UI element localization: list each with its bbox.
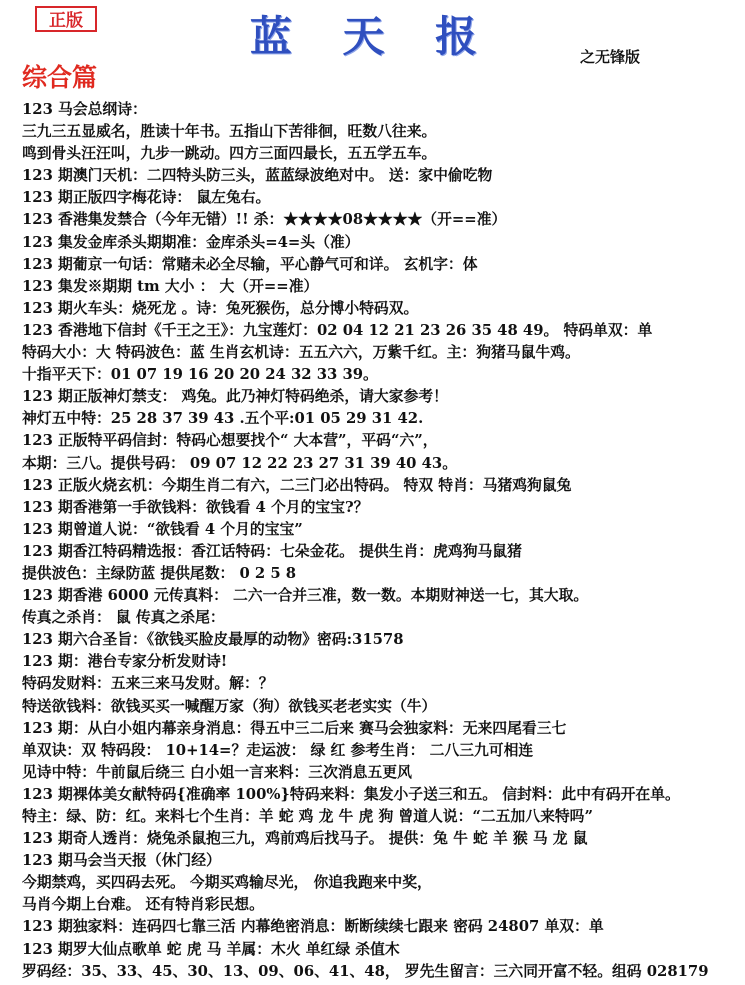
text-line: 罗码经：35、33、45、30、13、09、06、41、48， 罗先生留言：三六同开富不轻。组码 028179 [22,962,709,980]
text-line: 本期：三八。提供号码： 09 07 12 22 23 27 31 39 40 43。 [22,454,457,472]
text-line: 123 期香港第一手欲钱料：欲钱看 4 个月的宝宝?？ [22,498,369,516]
text-line: 单双诀：双 特码段： 10+14=？走运波： 绿 红 参考生肖： 二八三九可相连 [22,741,534,759]
text-line: 123 期曾道人说：“欲钱看 4 个月的宝宝” [22,520,303,538]
article-body [22,99,738,983]
text-line: 十指平天下：01 07 19 16 20 20 24 32 33 39。 [22,366,378,384]
text-line: 特送欲钱料：欲钱买买一喊醒万家（狗）欲钱买老老实实（牛） [22,697,437,715]
text-line: 123 期澳门天机：二四特头防三头，蓝蓝绿波绝对中。 送：家中偷吃物 [22,167,493,185]
text-line: 123 期：港台专家分析发财诗! [22,653,228,671]
text-line: 今期禁鸡，买四码去死。 今期买鸡输尽光， 你追我跑来中奖， [22,874,432,892]
text-line: 神灯五中特：25 28 37 39 43 .五个平:01 05 29 31 42. [22,410,424,428]
text-line: 123 期独家料：连码四七靠三活 内幕绝密消息：断断续续七跟来 密码 24807 单双：单 [22,918,604,936]
authentic-edition-stamp: 正版 [35,6,97,32]
text-line: 123 期正版四字梅花诗： 鼠左兔右。 [22,189,271,207]
text-line: 123 期马会当天报（休门经） [22,852,221,870]
text-line: 鸣到骨头汪汪叫，九步一跳动。四方三面四最长，五五学五车。 [22,145,437,163]
text-line: 123 期葡京一句话：常赌未必全尽输，平心静气可和详。 玄机字：体 [22,255,478,273]
text-line: 123 香港地下信封《千王之王》：九宝莲灯：02 04 12 21 23 26 35 48 49。 特码单双：单 [22,321,653,339]
edition-label: 之无锋版 [580,48,641,66]
text-line: 三九三五显威名，胜读十年书。五指山下苦徘徊，旺数八往来。 [22,123,437,141]
text-line: 123 集发金库杀头期期准：金库杀头=4=头（准） [22,233,360,251]
text-line: 123 期正版神灯禁支： 鸡兔。此乃神灯特码绝杀，请大家参考！ [22,388,448,406]
text-line: 123 期香港 6000 元传真料： 二六一合并三准，数一数。本期财神送一七，其大取。 [22,587,589,605]
text-line: 提供波色：主绿防蓝 提供尾数： 0 2 5 8 [22,564,297,582]
text-line: 123 正版特平码信封：特码心想要找个“ 大本营”，平码“六”， [22,432,438,450]
text-line: 123 正版火烧玄机：今期生肖二有六，二三门必出特码。 特双 特肖：马猪鸡狗鼠兔 [22,476,572,494]
text-line: 123 期裸体美女献特码{准确率 100%}特码来料：集发小子送三和五。 信封料：此中有码开在单。 [22,785,680,803]
text-line: 马肖今期上台难。 还有特肖彩民想。 [22,896,264,914]
text-line: 特码发财料：五来三来马发财。解：？ [22,675,274,693]
text-line: 特码大小：大 特码波色：蓝 生肖玄机诗：五五六六，万紫千红。主：狗猪马鼠牛鸡。 [22,344,580,362]
text-line: 123 期：从白小姐内幕亲身消息：得五中三二后来 赛马会独家料：无来四尾看三七 [22,719,567,737]
text-line: 见诗中特：牛前鼠后绕三 白小姐一言来料：三次消息五更风 [22,763,412,781]
text-line: 123 香港集发禁合（今年无错）!! 杀：★★★★08★★★★（开==准） [22,211,507,229]
text-line: 传真之杀肖： 鼠 传真之杀尾： [22,609,225,627]
text-line: 特主：绿、防：红。来料七个生肖：羊 蛇 鸡 龙 牛 虎 狗 曾道人说：“二五加八来特吗” [22,808,593,825]
text-line: 123 期奇人透肖：烧兔杀鼠抱三九，鸡前鸡后找马子。 提供：兔 牛 蛇 羊 猴 马 龙 鼠 [22,830,588,848]
text-line: 123 马会总纲诗： [22,101,147,118]
text-line: 123 集发※期期 tm 大小 ： 大（开==准） [22,277,319,295]
text-line: 123 期六合圣旨：《欲钱买脸皮最厚的动物》密码:31578 [22,631,404,649]
section-heading: 综合篇 [22,63,98,92]
text-line: 123 期香江特码精选报：香江话特码：七朵金花。 提供生肖：虎鸡狗马鼠猪 [22,542,522,560]
text-line: 123 期火车头：烧死龙 。诗：兔死猴伤，总分博小特码双。 [22,299,419,317]
text-line: 123 期罗大仙点歌单 蛇 虎 马 羊属：木火 单红绿 杀值木 [22,940,400,958]
newspaper-title: 蓝 天 报 [249,12,496,61]
